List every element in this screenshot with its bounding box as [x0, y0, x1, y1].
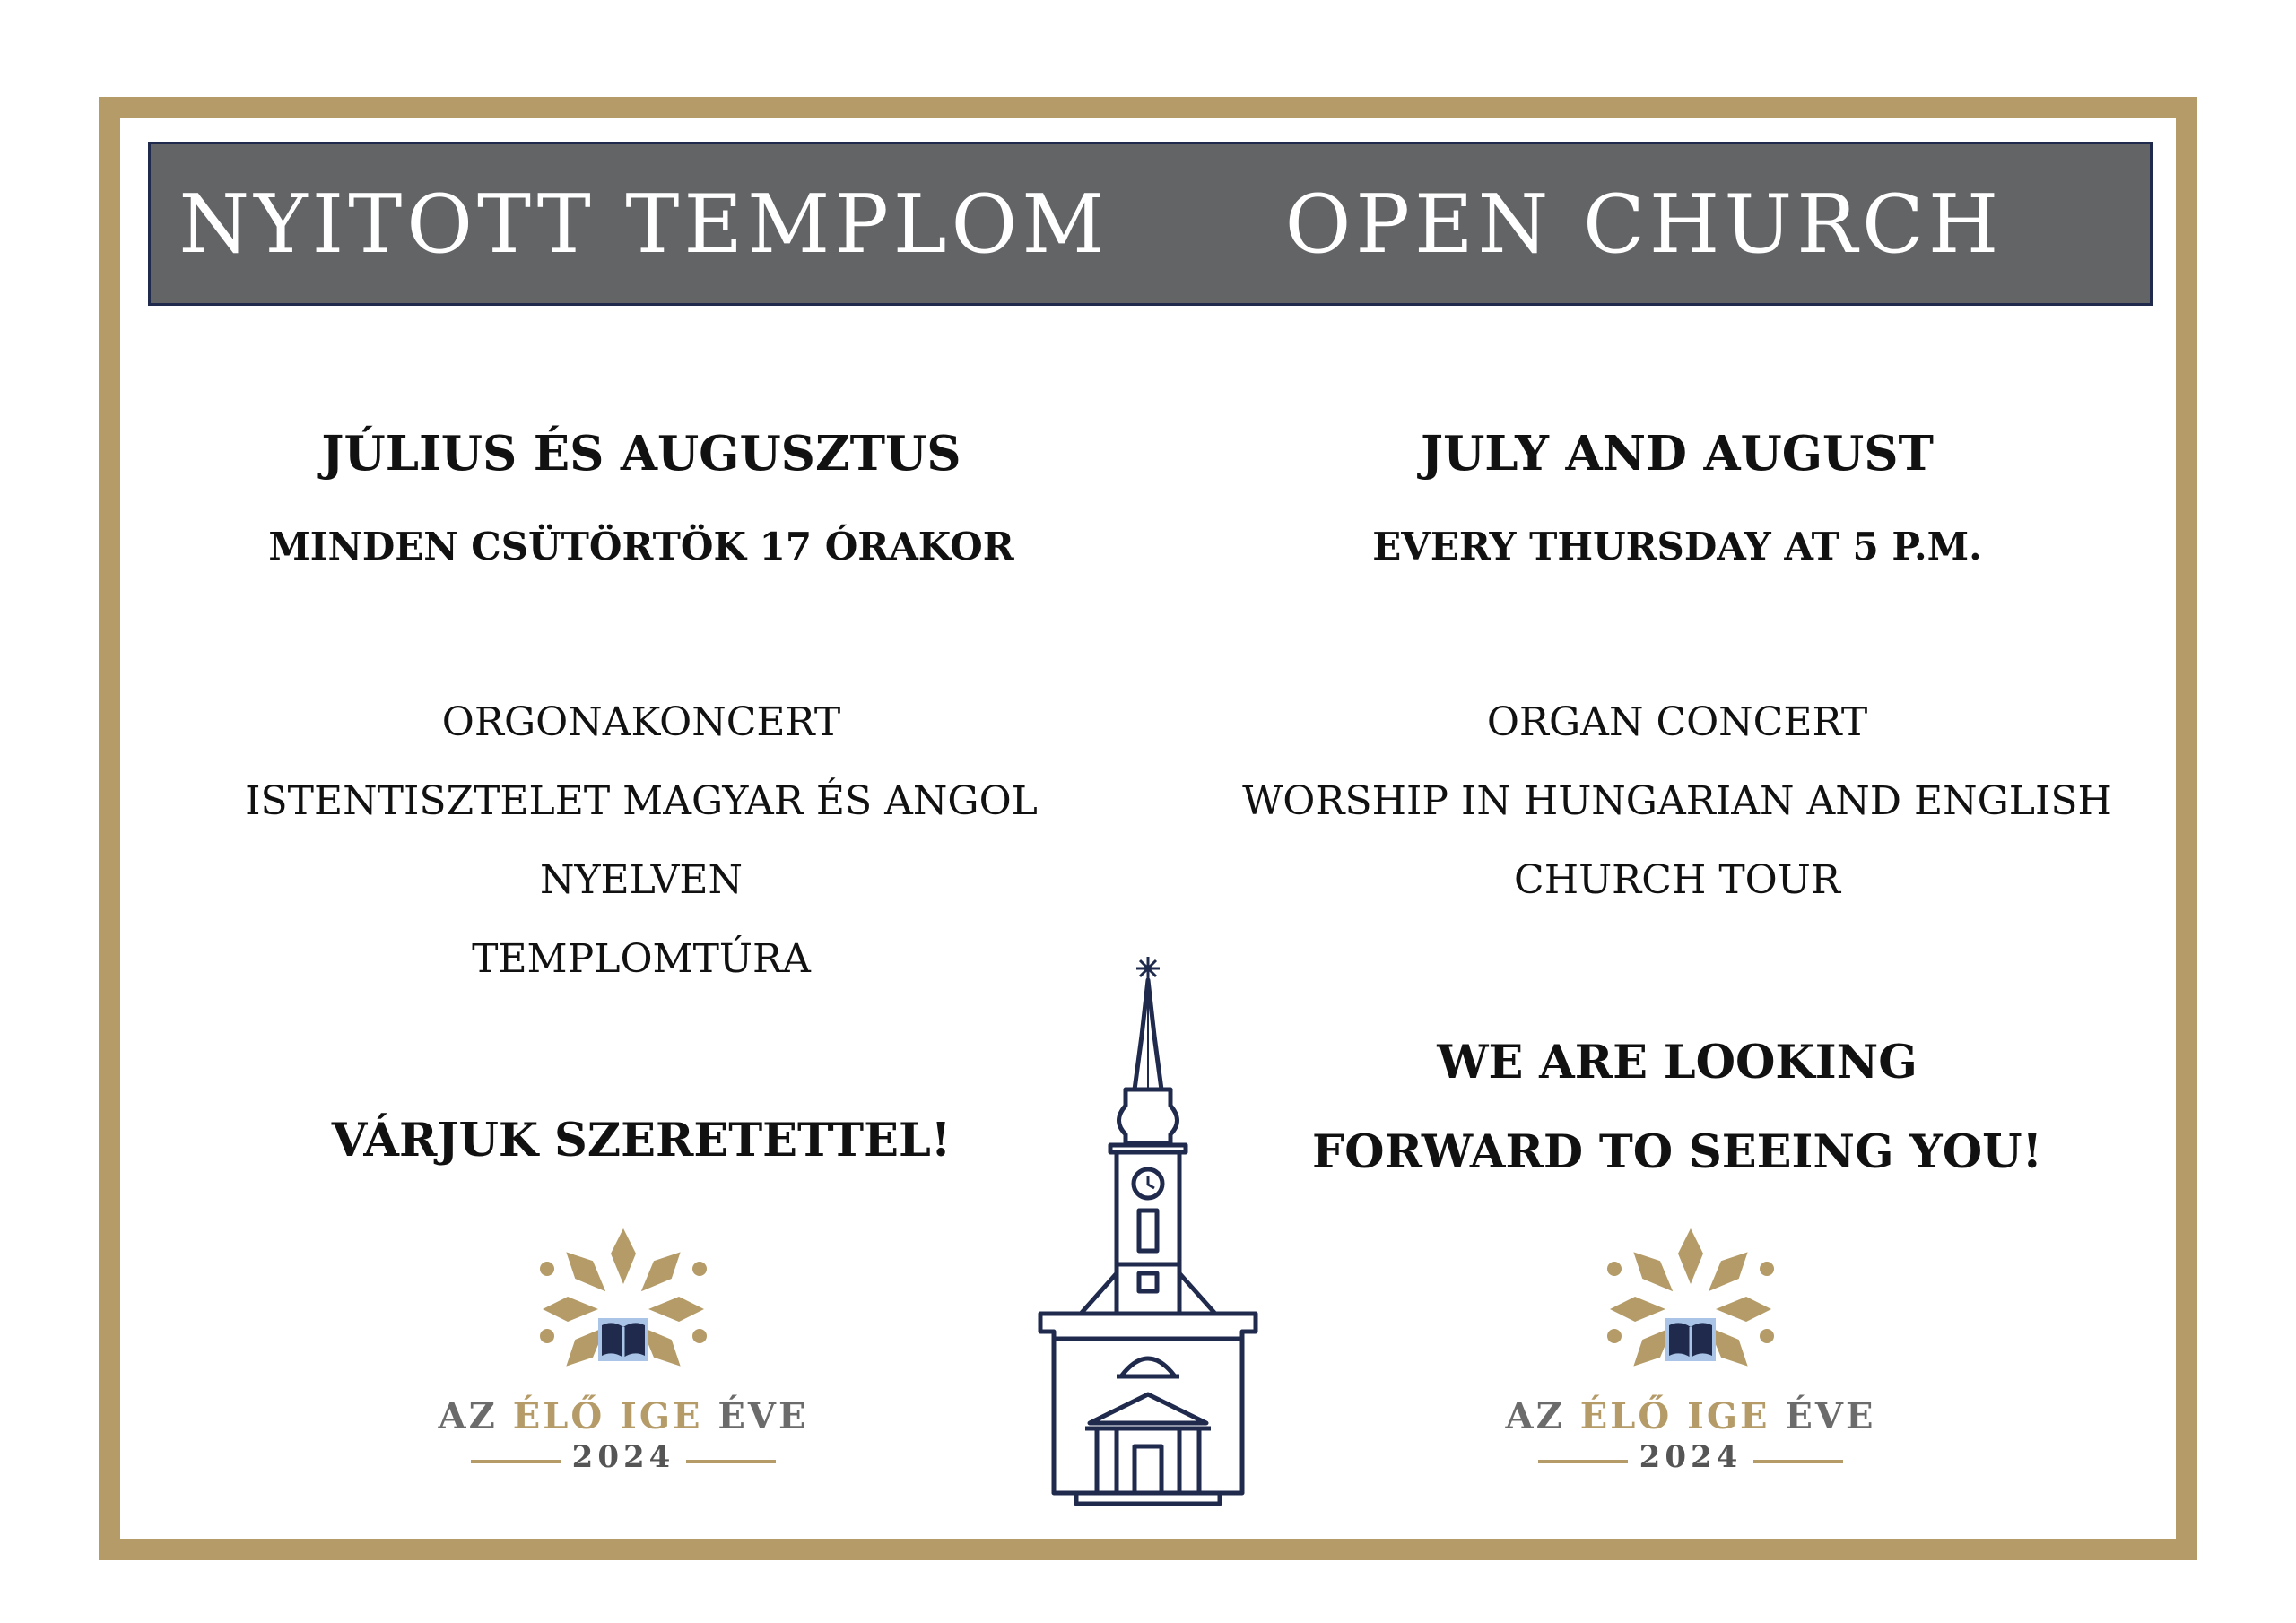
months-hungarian: JÚLIUS ÉS AUGUSZTUS	[321, 426, 961, 482]
program-item: NYELVEN	[539, 857, 744, 903]
program-item: TEMPLOMTÚRA	[472, 936, 811, 982]
logo-label: AZ ÉLŐ IGE ÉVE	[438, 1395, 809, 1437]
star-logo-icon	[435, 1219, 812, 1399]
church-illustration	[1027, 955, 1269, 1506]
schedule-english: EVERY THURSDAY AT 5 P.M.	[1372, 525, 1982, 568]
logo-label: AZ ÉLŐ IGE ÉVE	[1505, 1395, 1876, 1437]
months-english: JULY AND AUGUST	[1421, 426, 1934, 482]
banner-title-hungarian: NYITOTT TEMPLOM	[178, 178, 1109, 272]
logo-year: 2024	[571, 1439, 675, 1475]
welcome-hungarian: VÁRJUK SZERETETTEL!	[331, 1114, 952, 1167]
open-book-icon	[598, 1318, 648, 1361]
program-item: ORGONAKONCERT	[441, 699, 841, 745]
program-item: ORGAN CONCERT	[1486, 699, 1868, 745]
year-of-living-word-logo	[435, 1219, 812, 1515]
program-item: CHURCH TOUR	[1514, 857, 1840, 903]
open-book-icon	[1665, 1318, 1716, 1361]
star-logo-icon	[1502, 1219, 1879, 1399]
year-of-living-word-logo	[1502, 1219, 1879, 1515]
welcome-english-line-2: FORWARD TO SEEING YOU!	[1311, 1125, 2043, 1179]
program-item: WORSHIP IN HUNGARIAN AND ENGLISH	[1242, 778, 2112, 824]
schedule-hungarian: MINDEN CSÜTÖRTÖK 17 ÓRAKOR	[268, 525, 1014, 568]
welcome-english-line-1: WE ARE LOOKING	[1437, 1036, 1918, 1089]
banner-title-english: OPEN CHURCH	[1284, 178, 2004, 272]
program-item: ISTENTISZTELET MAGYAR ÉS ANGOL	[245, 778, 1038, 824]
logo-year: 2024	[1639, 1439, 1743, 1475]
